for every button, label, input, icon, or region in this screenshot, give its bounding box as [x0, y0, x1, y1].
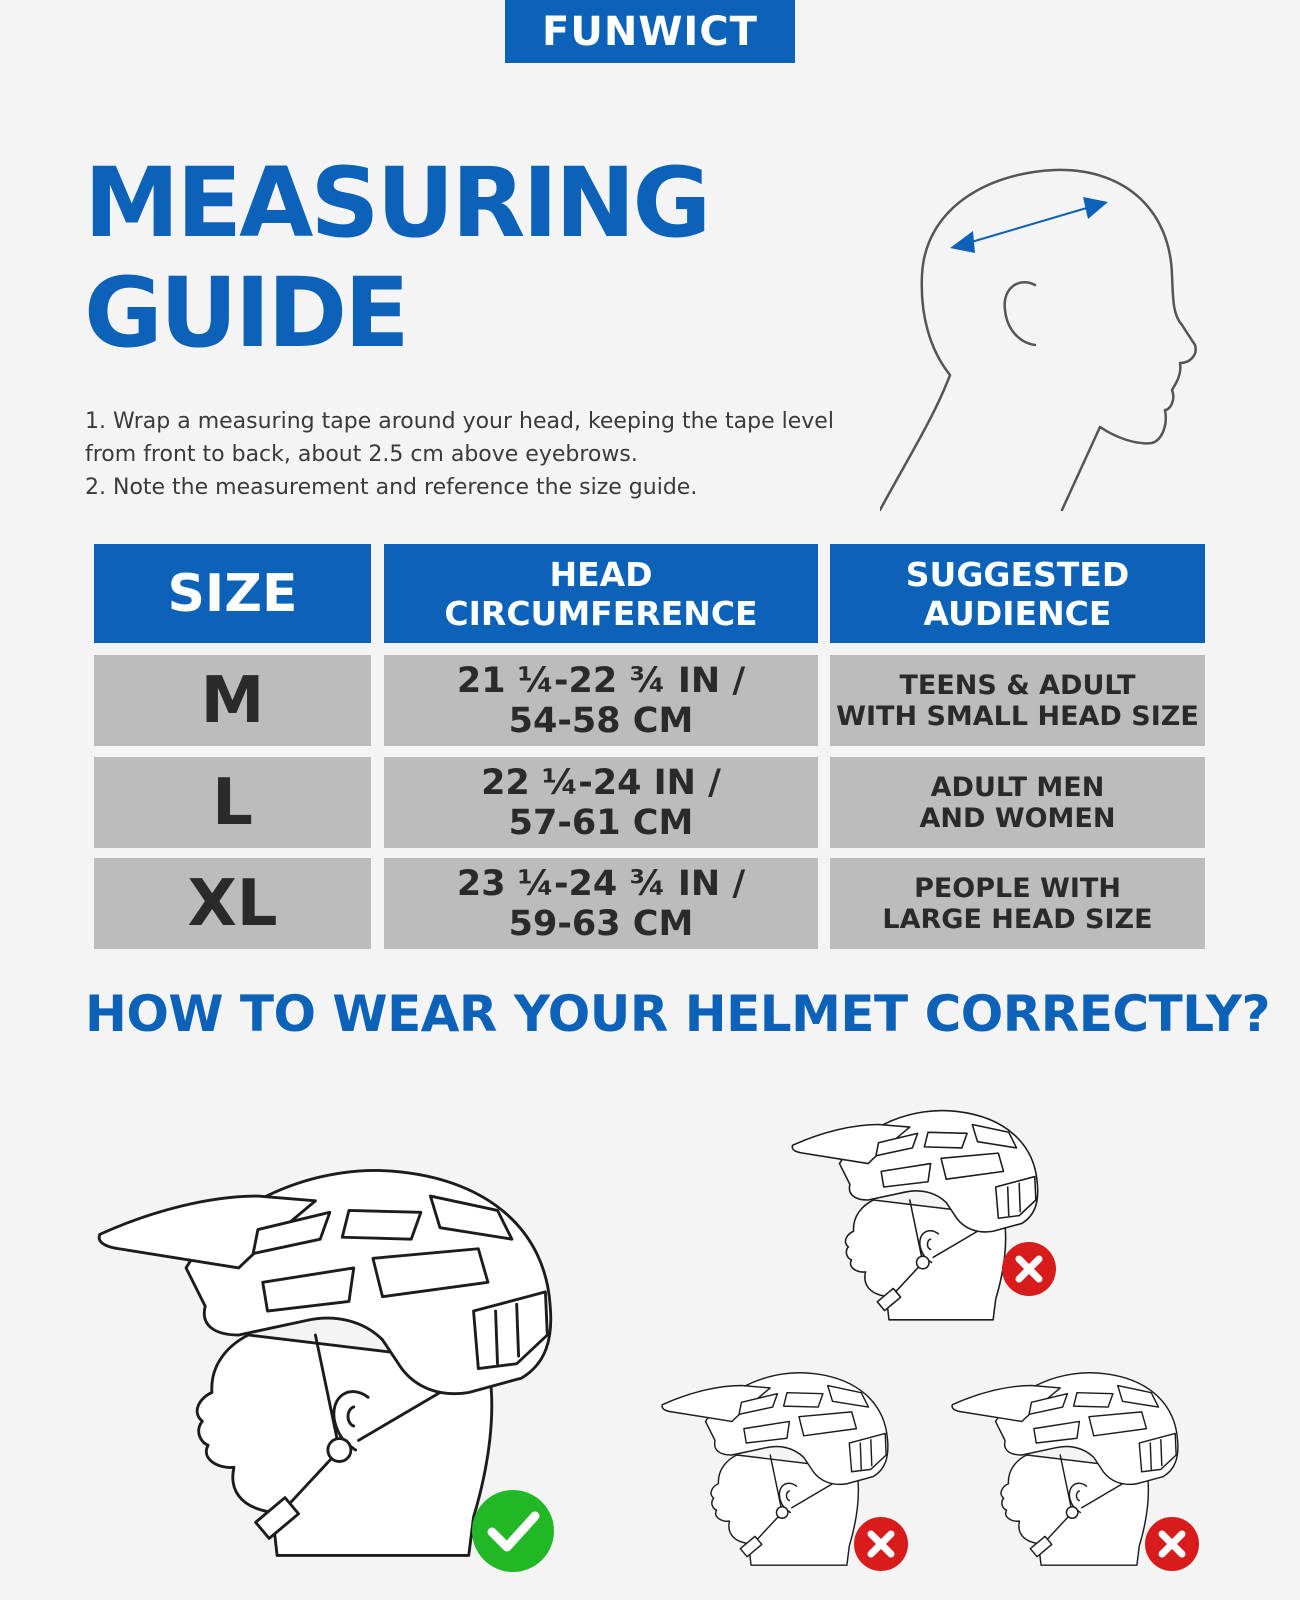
circumference-cm: 54-58 CM: [508, 700, 694, 741]
x-mark-icon: [1000, 1240, 1058, 1298]
circumference-cell: [384, 858, 818, 949]
audience-cell: [830, 858, 1205, 949]
instruction-step: 1. Wrap a measuring tape around your head, keeping the tape level from front to back, about 2.5 cm above eyebrows.: [85, 409, 834, 467]
head-measurement-illustration: [880, 165, 1225, 515]
circumference-cell: [384, 655, 818, 746]
measure-arrow-line: [968, 207, 1090, 243]
circumference-cm: 57-61 CM: [508, 802, 694, 843]
header-line: AUDIENCE: [923, 593, 1112, 633]
how-to-wear-heading: HOW TO WEAR YOUR HELMET CORRECTLY?: [85, 985, 1271, 1043]
audience-line: LARGE HEAD SIZE: [882, 903, 1153, 935]
audience-line: WITH SMALL HEAD SIZE: [836, 700, 1199, 732]
size-cell: XL: [94, 858, 371, 949]
circumference-cm: 59-63 CM: [508, 903, 694, 944]
measure-arrow-head: [950, 231, 975, 253]
audience-line: PEOPLE WITH: [914, 872, 1121, 904]
header-line: CIRCUMFERENCE: [444, 593, 758, 633]
circumference-in: 22 ¼-24 IN /: [481, 762, 721, 803]
instruction-step: 2. Note the measurement and reference the size guide.: [85, 475, 698, 500]
audience-line: ADULT MEN: [930, 771, 1105, 803]
header-line: HEAD: [549, 554, 653, 594]
header-suggested-audience: [830, 544, 1205, 643]
circumference-in: 21 ¼-22 ¾ IN /: [456, 660, 746, 701]
header-size: SIZE: [94, 544, 371, 643]
brand-logo: FUNWICT: [505, 0, 795, 63]
checkmark-icon: [470, 1488, 556, 1574]
measuring-instructions: [85, 405, 845, 504]
audience-cell: [830, 655, 1205, 746]
page-title: [84, 148, 708, 368]
header-line: SUGGESTED: [905, 554, 1130, 594]
header-head-circumference: [384, 544, 818, 643]
audience-line: TEENS & ADULT: [899, 669, 1136, 701]
title-line-2: GUIDE: [84, 257, 407, 369]
size-cell: L: [94, 757, 371, 848]
x-mark-icon: [852, 1515, 910, 1573]
x-mark-icon: [1143, 1515, 1201, 1573]
size-cell: M: [94, 655, 371, 746]
circumference-in: 23 ¼-24 ¾ IN /: [456, 863, 746, 904]
measure-arrow-head: [1083, 197, 1108, 219]
title-line-1: MEASURING: [84, 147, 709, 259]
audience-line: AND WOMEN: [919, 802, 1116, 834]
circumference-cell: [384, 757, 818, 848]
audience-cell: [830, 757, 1205, 848]
